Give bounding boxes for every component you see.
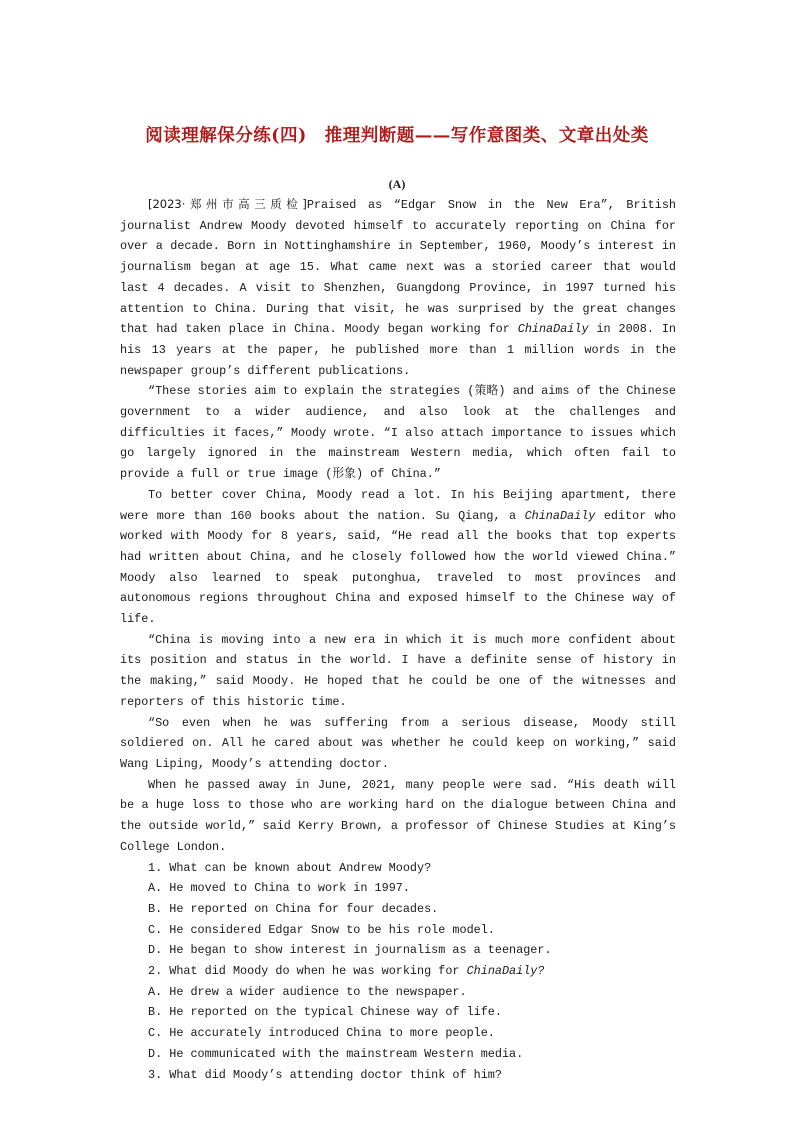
- paragraph-4: “China is moving into a new era in which it is much more confident about its position and status in the world. I have a definite sense of history in the making,” said Moody. He hoped that he could be one of the witnesses and reporters of this historic time.: [120, 632, 676, 709]
- paragraph-2: “These stories aim to explain the strategies (策略) and aims of the Chinese government to a wider audience, and also look at the challenges and difficulties it faces,” Moody wrote. “I also attach importance to issues which go largely ignored in the mainstream Western media, which often fail to provide a full or true image (形象) of China.”: [120, 384, 676, 482]
- question-2-stem: 2. What did Moody do when he was working for ChinaDaily?: [148, 964, 545, 979]
- source-tag: [2023·郑州市高三质检]: [148, 197, 307, 211]
- paragraph-5: “So even when he was suffering from a serious disease, Moody still soldiered on. All he cared about was whether he could keep on working,” said Wang Liping, Moody’s attending doctor.: [120, 715, 676, 771]
- question-2-option-a: A. He drew a wider audience to the newspaper.: [148, 984, 467, 999]
- question-2-option-d: D. He communicated with the mainstream Western media.: [148, 1046, 524, 1061]
- question-1-option-d: D. He began to show interest in journalism as a teenager.: [148, 943, 552, 958]
- question-2-option-c: C. He accurately introduced China to more people.: [148, 1026, 495, 1041]
- paragraph-1: [2023·郑州市高三质检]Praised as “Edgar Snow in the New Era”, British journalist Andrew Moody devoted himself to accurately reporting on China for over a decade. Born in Nottinghamshire in September, 1960, Moody’s interest in journalism began at age 15. What came next was a storied career that would last 4 decades. A visit to Shenzhen, Guangdong Province, in 1997 turned his attention to China. During that visit, he was surprised by the great changes that had taken place in China. Moody began working for ChinaDaily in 2008. In his 13 years at the paper, he published more than 1 million words in the newspaper group’s different publications.: [120, 197, 676, 378]
- section-label: (A): [388, 177, 406, 191]
- page-title: 阅读理解保分练(四) 推理判断题——写作意图类、文章出处类: [145, 126, 649, 146]
- paragraph-3: To better cover China, Moody read a lot. In his Beijing apartment, there were more than 160 books about the nation. Su Qiang, a ChinaDaily editor who worked with Moody for 8 years, said, “He read all the books that top experts had written about China, and he closely followed how the world viewed China.” Moody also learned to speak putonghua, traveled to most provinces and autonomous regions throughout China and exposed himself to the Chinese way of life.: [120, 487, 676, 627]
- publication-name: ChinaDaily: [524, 508, 596, 523]
- question-2-option-b: B. He reported on the typical Chinese way of life.: [148, 1005, 502, 1020]
- publication-name: ChinaDaily: [517, 322, 589, 337]
- publication-name: ChinaDaily?: [466, 964, 545, 979]
- question-1-option-a: A. He moved to China to work in 1997.: [148, 881, 410, 896]
- question-3-stem: 3. What did Moody’s attending doctor think of him?: [148, 1067, 502, 1082]
- question-1-stem: 1. What can be known about Andrew Moody?: [148, 860, 432, 875]
- question-1-option-b: B. He reported on China for four decades.: [148, 901, 439, 916]
- question-1-option-c: C. He considered Edgar Snow to be his role model.: [148, 922, 495, 937]
- paragraph-6: When he passed away in June, 2021, many people were sad. “His death will be a huge loss to those who are working hard on the dialogue between China and the outside world,” said Kerry Brown, a professor of Chinese Studies at King’s College London.: [120, 777, 676, 854]
- passage-body: [120, 194, 676, 1085]
